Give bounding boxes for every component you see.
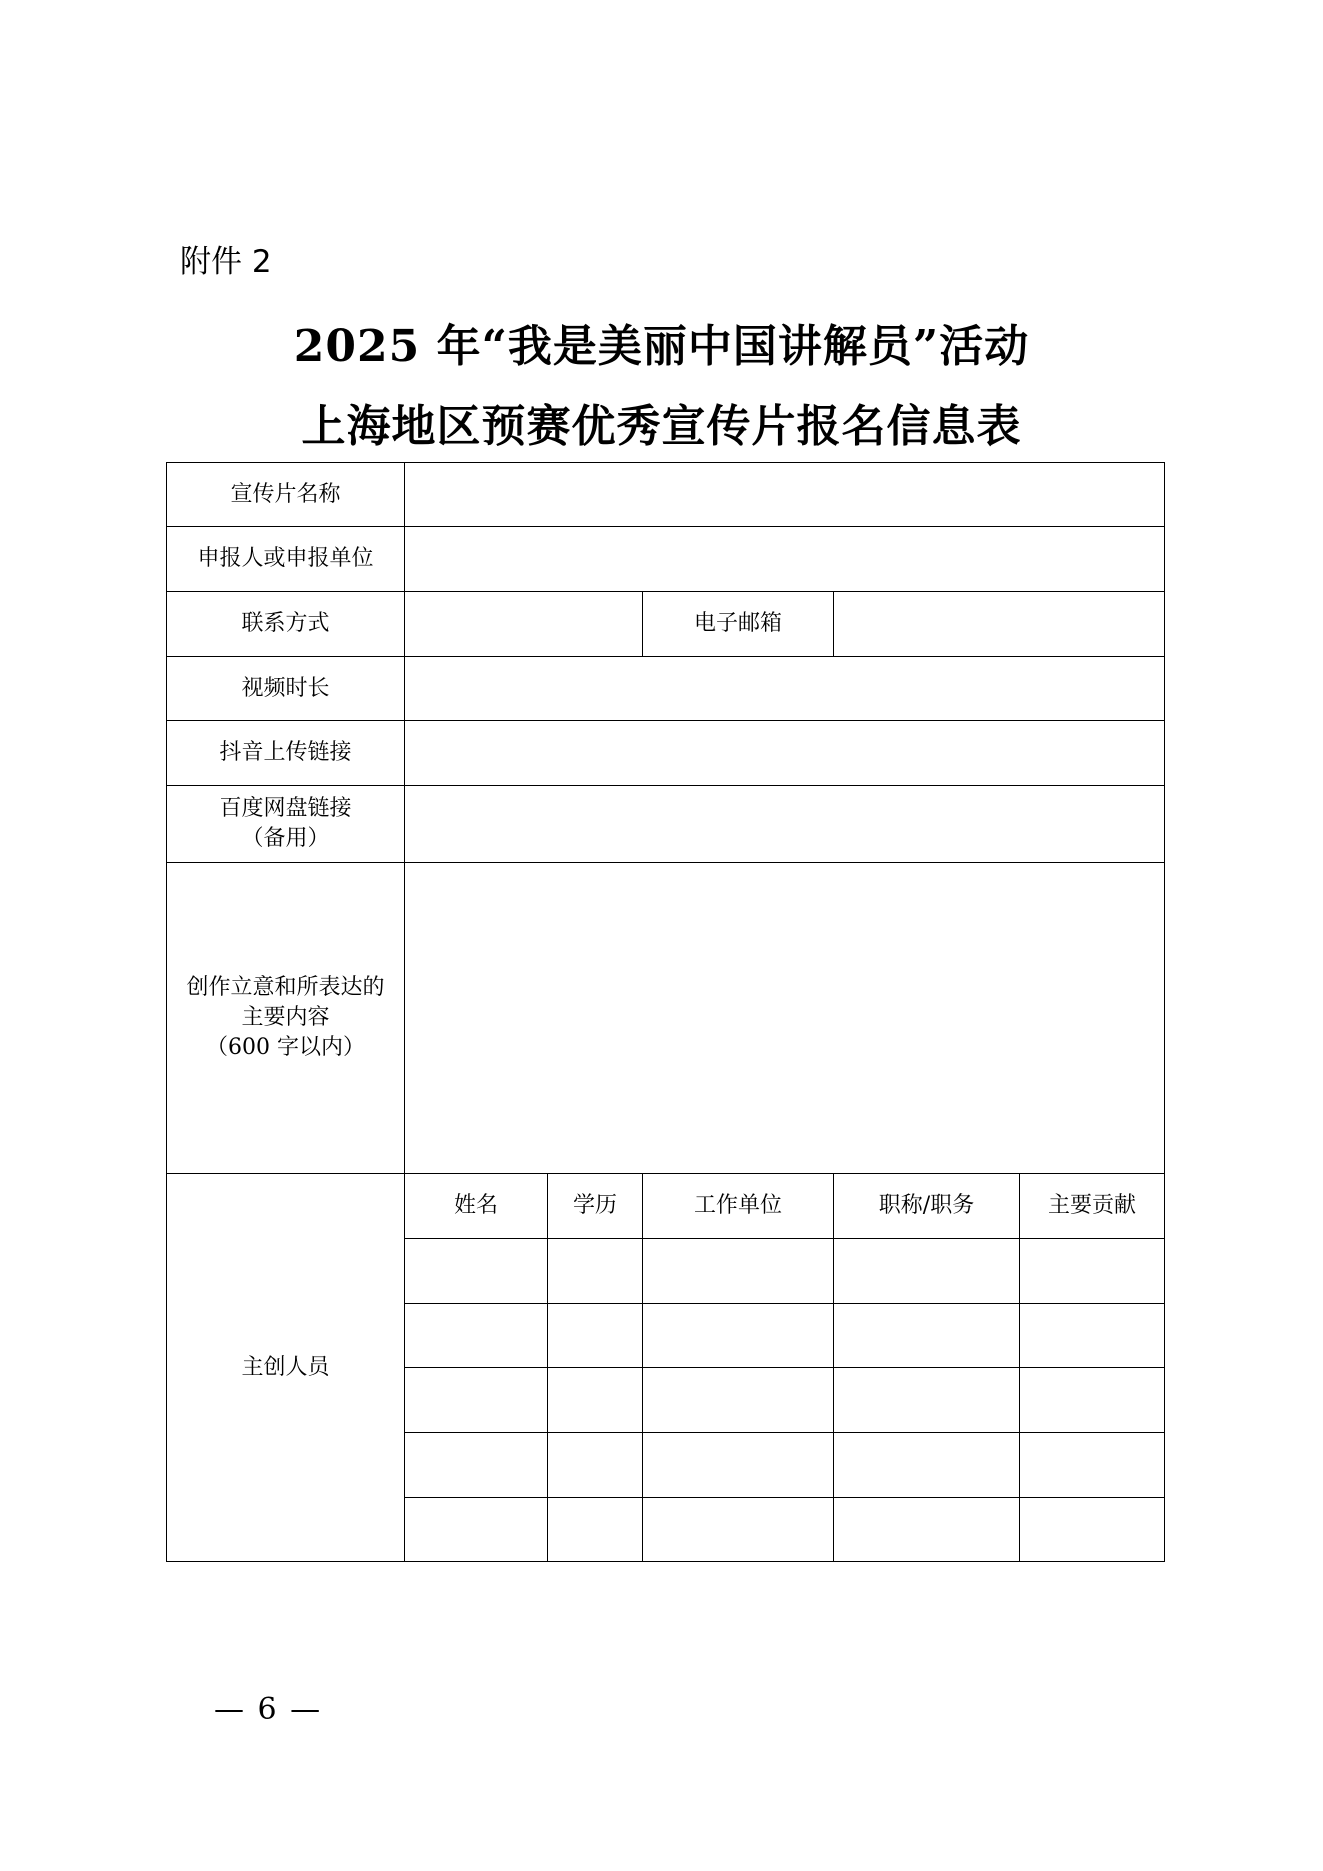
creators-header-contribution: 主要贡献 bbox=[1020, 1174, 1165, 1239]
creators-header-education: 学历 bbox=[548, 1174, 643, 1239]
creator-education-cell[interactable] bbox=[548, 1433, 643, 1498]
row-douyin bbox=[167, 721, 1165, 786]
creator-workplace-cell[interactable] bbox=[643, 1239, 834, 1304]
creator-education-cell[interactable] bbox=[548, 1368, 643, 1433]
creator-title-cell[interactable] bbox=[834, 1433, 1020, 1498]
baidu-link-label bbox=[167, 786, 405, 863]
video-name-field[interactable] bbox=[405, 463, 1165, 527]
creator-title-cell[interactable] bbox=[834, 1368, 1020, 1433]
creator-contribution-cell[interactable] bbox=[1020, 1498, 1165, 1562]
applicant-field[interactable] bbox=[405, 527, 1165, 592]
douyin-link-label: 抖音上传链接 bbox=[167, 721, 405, 786]
creator-contribution-cell[interactable] bbox=[1020, 1368, 1165, 1433]
row-duration bbox=[167, 657, 1165, 721]
row-video-name bbox=[167, 463, 1165, 527]
creator-title-cell[interactable] bbox=[834, 1304, 1020, 1368]
duration-label: 视频时长 bbox=[167, 657, 405, 721]
creator-workplace-cell[interactable] bbox=[643, 1498, 834, 1562]
creator-contribution-cell[interactable] bbox=[1020, 1239, 1165, 1304]
creator-workplace-cell[interactable] bbox=[643, 1368, 834, 1433]
intent-label-line2: 主要内容 bbox=[241, 1005, 330, 1030]
baidu-link-field[interactable] bbox=[405, 786, 1165, 863]
douyin-link-field[interactable] bbox=[405, 721, 1165, 786]
creator-title-cell[interactable] bbox=[834, 1498, 1020, 1562]
creator-education-cell[interactable] bbox=[548, 1304, 643, 1368]
applicant-label: 申报人或申报单位 bbox=[167, 527, 405, 592]
intent-label bbox=[167, 863, 405, 1174]
creators-header-title: 职称/职务 bbox=[834, 1174, 1020, 1239]
row-baidu bbox=[167, 786, 1165, 863]
registration-form-table bbox=[166, 462, 1165, 1562]
row-intent bbox=[167, 863, 1165, 1174]
creators-header-name: 姓名 bbox=[405, 1174, 548, 1239]
creator-title-cell[interactable] bbox=[834, 1239, 1020, 1304]
document-title-line-1: 2025 年“我是美丽中国讲解员”活动 bbox=[293, 321, 1030, 372]
creator-workplace-cell[interactable] bbox=[643, 1304, 834, 1368]
creators-header-workplace: 工作单位 bbox=[643, 1174, 834, 1239]
contact-field[interactable] bbox=[405, 592, 643, 657]
baidu-link-label-line1: 百度网盘链接 bbox=[219, 796, 352, 821]
creator-education-cell[interactable] bbox=[548, 1239, 643, 1304]
creator-education-cell[interactable] bbox=[548, 1498, 643, 1562]
creators-label: 主创人员 bbox=[167, 1174, 405, 1562]
row-applicant bbox=[167, 527, 1165, 592]
email-field[interactable] bbox=[834, 592, 1165, 657]
attachment-label: 附件 2 bbox=[180, 244, 272, 280]
intent-label-line1: 创作立意和所表达的 bbox=[186, 975, 385, 1000]
creator-name-cell[interactable] bbox=[405, 1368, 548, 1433]
document-title-line-2: 上海地区预赛优秀宣传片报名信息表 bbox=[301, 401, 1022, 452]
row-contact bbox=[167, 592, 1165, 657]
duration-field[interactable] bbox=[405, 657, 1165, 721]
creator-name-cell[interactable] bbox=[405, 1239, 548, 1304]
intent-label-line3: （600 字以内） bbox=[206, 1035, 365, 1060]
email-label: 电子邮箱 bbox=[643, 592, 834, 657]
creator-contribution-cell[interactable] bbox=[1020, 1304, 1165, 1368]
contact-label: 联系方式 bbox=[167, 592, 405, 657]
creator-workplace-cell[interactable] bbox=[643, 1433, 834, 1498]
baidu-link-label-line2: （备用） bbox=[241, 826, 330, 851]
creator-name-cell[interactable] bbox=[405, 1433, 548, 1498]
creators-header-row bbox=[167, 1174, 1165, 1239]
creator-name-cell[interactable] bbox=[405, 1498, 548, 1562]
creator-contribution-cell[interactable] bbox=[1020, 1433, 1165, 1498]
video-name-label: 宣传片名称 bbox=[167, 463, 405, 527]
creator-name-cell[interactable] bbox=[405, 1304, 548, 1368]
page-number: — 6 — bbox=[214, 1692, 323, 1727]
intent-field[interactable] bbox=[405, 863, 1165, 1174]
